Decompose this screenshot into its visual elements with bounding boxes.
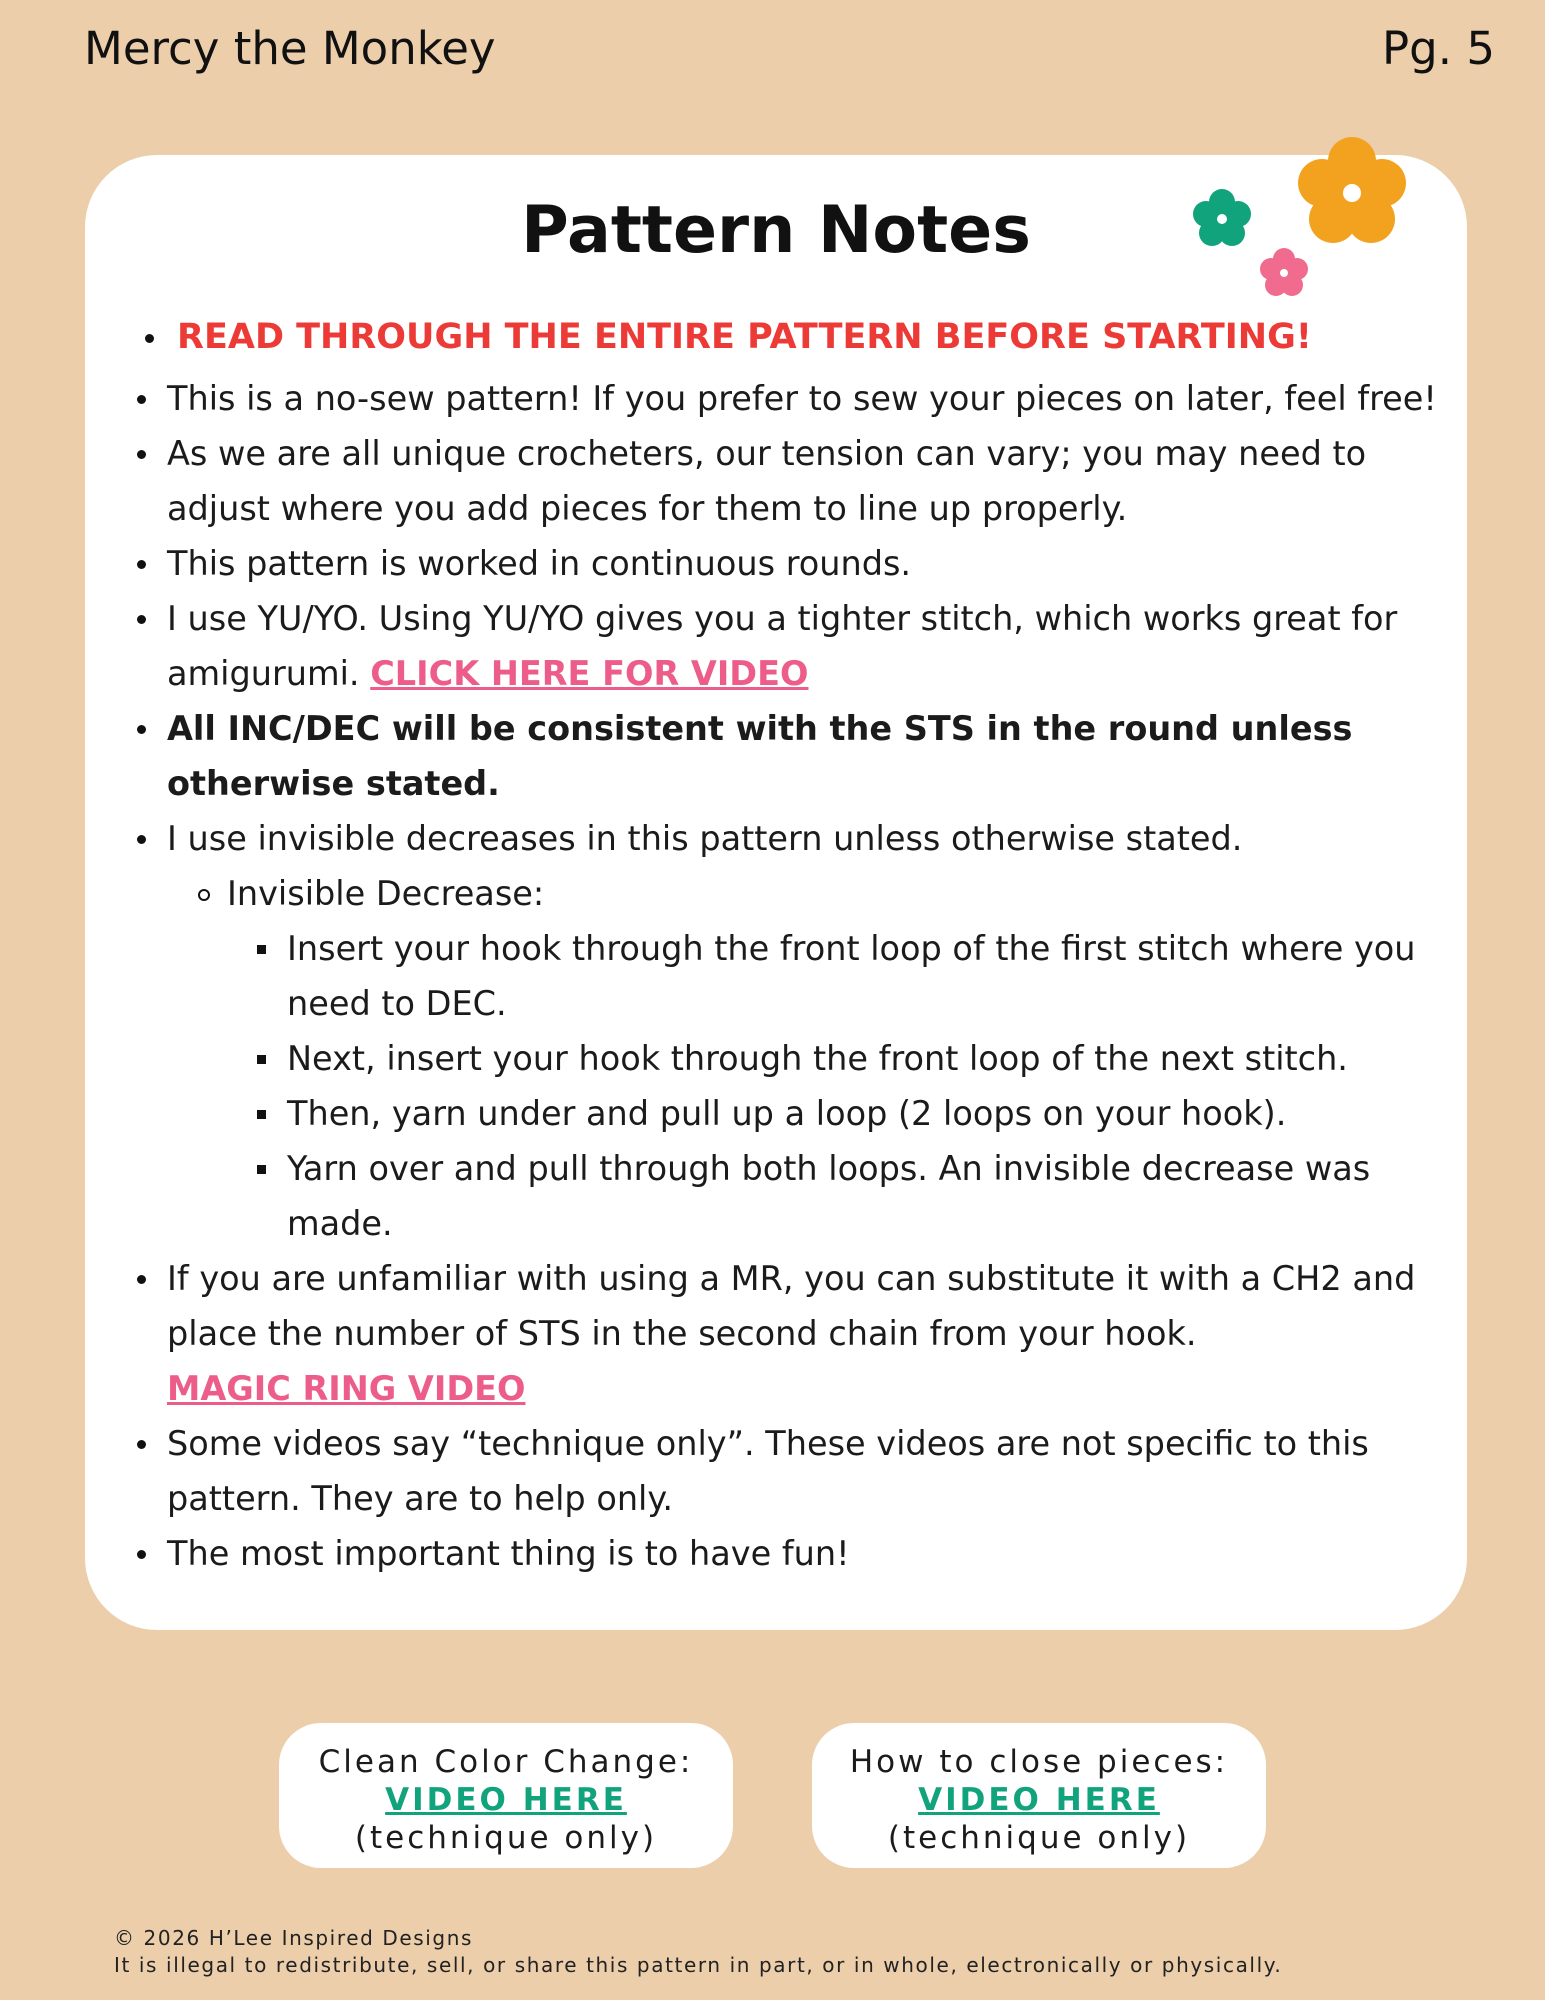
yarn-under-video-link[interactable]: CLICK HERE FOR VIDEO xyxy=(370,654,809,693)
video-box-note: (technique only) xyxy=(354,1820,658,1856)
notes-list xyxy=(167,310,1457,1581)
list-item: I use invisible decreases in this pattern unless otherwise stated. Invisible Decrease: Insert your hook through the front loop of the first stitch where you need to DEC. Next, insert your hook through the front loop of the next stitch. Then, yarn under and pull up a loop (2 loops on your hook). Yarn over and pull through both loops. An invisible decrease was made. xyxy=(167,811,1457,1251)
step-item: Insert your hook through the front loop of the first stitch where you need to DEC. xyxy=(287,921,1457,1031)
pattern-notes-card xyxy=(85,155,1467,1630)
notes-heading: Pattern Notes xyxy=(521,193,1031,268)
list-item: As we are all unique crocheters, our tension can vary; you may need to adjust where you add pieces for them to line up properly. xyxy=(167,426,1457,536)
step-item: Next, insert your hook through the front loop of the next stitch. xyxy=(287,1031,1457,1086)
warning-note: READ THROUGH THE ENTIRE PATTERN BEFORE STARTING! xyxy=(167,310,1457,365)
list-item: All INC/DEC will be consistent with the STS in the round unless otherwise stated. xyxy=(167,701,1457,811)
color-change-video-link[interactable]: VIDEO HERE xyxy=(385,1782,627,1818)
step-item: Yarn over and pull through both loops. An invisible decrease was made. xyxy=(287,1141,1457,1251)
close-pieces-video-box xyxy=(812,1723,1266,1868)
sub-list-item: Invisible Decrease: Insert your hook through the front loop of the first stitch where you need to DEC. Next, insert your hook through the front loop of the next stitch. Then, yarn under and pull up a loop (2 loops on your hook). Yarn over and pull through both loops. An invisible decrease was made. xyxy=(227,866,1457,1251)
list-item: Some videos say “technique only”. These videos are not specific to this pattern. They are to help only. xyxy=(167,1416,1457,1526)
steps-list xyxy=(227,921,1457,1251)
video-box-label: How to close pieces: xyxy=(849,1744,1229,1780)
list-item: I use YU/YO. Using YU/YO gives you a tighter stitch, which works great for amigurumi. CLICK HERE FOR VIDEO xyxy=(167,591,1457,701)
document-title: Mercy the Monkey xyxy=(84,22,496,75)
list-item: The most important thing is to have fun! xyxy=(167,1526,1457,1581)
sub-list xyxy=(167,866,1457,1251)
list-item: This is a no-sew pattern! If you prefer to sew your pieces on later, feel free! xyxy=(167,371,1457,426)
close-pieces-video-link[interactable]: VIDEO HERE xyxy=(918,1782,1160,1818)
step-item: Then, yarn under and pull up a loop (2 loops on your hook). xyxy=(287,1086,1457,1141)
footer xyxy=(114,1925,1282,1979)
video-box-label: Clean Color Change: xyxy=(318,1744,694,1780)
color-change-video-box xyxy=(279,1723,733,1868)
video-box-note: (technique only) xyxy=(887,1820,1191,1856)
page-number: Pg. 5 xyxy=(1382,22,1495,75)
list-item: This pattern is worked in continuous rounds. xyxy=(167,536,1457,591)
legal-text: It is illegal to redistribute, sell, or share this pattern in part, or in whole, electronically or physically. xyxy=(114,1953,1283,1977)
copyright-text: © 2026 H’Lee Inspired Designs xyxy=(114,1926,474,1950)
list-item: If you are unfamiliar with using a MR, you can substitute it with a CH2 and place the number of STS in the second chain from your hook. MAGIC RING VIDEO xyxy=(167,1251,1457,1416)
magic-ring-video-link[interactable]: MAGIC RING VIDEO xyxy=(167,1369,526,1408)
